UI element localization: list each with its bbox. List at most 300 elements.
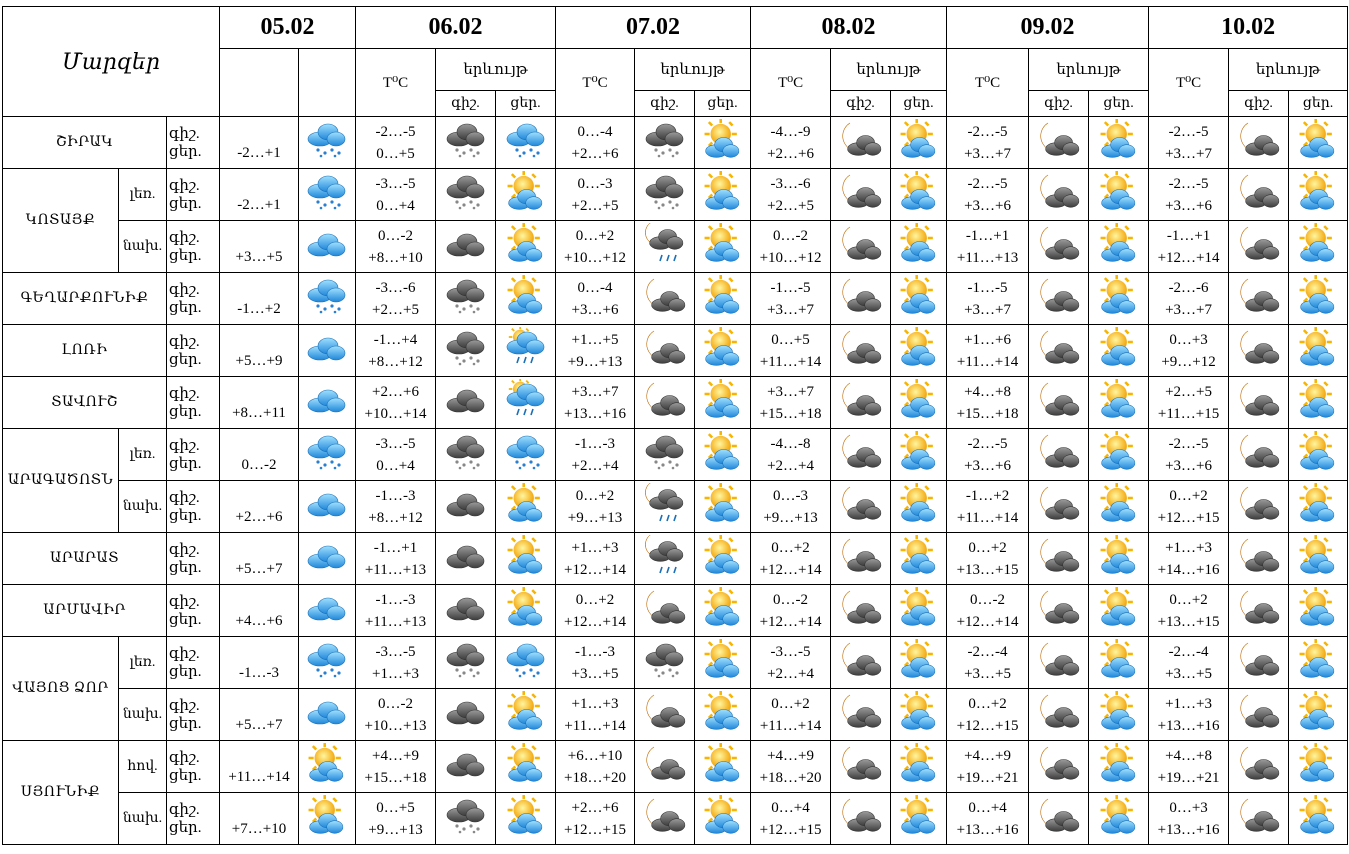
temp-0802 <box>751 585 831 637</box>
weather-header-0602: երևույթ <box>436 49 556 91</box>
day-label: ցեր. <box>169 767 202 784</box>
sun-cloud-icon <box>695 325 751 377</box>
regions-header: Մարզեր <box>3 7 220 117</box>
night-label: գիշ. <box>169 177 200 194</box>
temp-header-1002: T⁰C <box>1149 49 1229 117</box>
cloud-snow-blue-icon <box>496 117 556 169</box>
temp-day: +3…+6 <box>1165 197 1213 214</box>
temp-day: +8…+10 <box>368 249 423 266</box>
region-row <box>3 481 1348 533</box>
temp-night: -3…-6 <box>770 175 811 192</box>
cloud-icon <box>299 533 356 585</box>
temp-day: +18…+20 <box>759 769 822 786</box>
temp-day: +15…+18 <box>956 405 1019 422</box>
sun-cloud-icon <box>695 481 751 533</box>
moon-cloud-icon <box>831 585 891 637</box>
temp-night: 0…-4 <box>577 123 613 140</box>
temp-0602 <box>356 221 436 273</box>
region-row <box>3 533 1348 585</box>
sun-cloud-icon <box>1089 429 1149 481</box>
night-label: գիշ. <box>169 645 200 662</box>
temp-day: +2…+4 <box>571 457 619 474</box>
temp-0802 <box>751 273 831 325</box>
sun-cloud-icon <box>891 325 947 377</box>
temp-0902 <box>947 741 1029 793</box>
sun-cloud-icon <box>1289 741 1348 793</box>
day-header-0802: ցեր. <box>891 91 947 117</box>
temp-1002 <box>1149 793 1229 845</box>
day-label: ցեր. <box>169 143 202 160</box>
temp-day: +3…+6 <box>964 457 1011 474</box>
temp-0502 <box>220 533 299 585</box>
temp-1002 <box>1149 429 1229 481</box>
temp-night: -1…+1 <box>373 539 418 556</box>
temp-0902 <box>947 221 1029 273</box>
cloud-snow-icon <box>436 793 496 845</box>
temp-day: +13…+15 <box>1157 613 1220 630</box>
temp-0502 <box>220 169 299 221</box>
temp-0702 <box>556 481 635 533</box>
cloud-snow-icon <box>436 169 496 221</box>
sun-cloud-icon <box>1089 637 1149 689</box>
cloud-rain-icon <box>496 325 556 377</box>
temp-0502 <box>220 377 299 429</box>
region-row <box>3 377 1348 429</box>
temp-0602 <box>356 117 436 169</box>
sun-cloud-icon <box>695 741 751 793</box>
temp-day: +3…+7 <box>767 301 814 318</box>
temp-value: -2…+1 <box>237 145 281 161</box>
snow-icon <box>496 429 556 481</box>
day-header-0702: ցեր. <box>695 91 751 117</box>
region-row <box>3 169 1348 221</box>
night-label: գիշ. <box>169 437 200 454</box>
temp-night: -1…+2 <box>965 487 1010 504</box>
temp-1002 <box>1149 325 1229 377</box>
temp-night: 0…-3 <box>577 175 613 192</box>
moon-cloud-icon <box>1229 481 1289 533</box>
period-labels <box>167 793 220 845</box>
temp-0502 <box>220 637 299 689</box>
temp-value: +5…+7 <box>235 561 283 577</box>
snow-icon <box>299 637 356 689</box>
moon-cloud-icon <box>1029 169 1089 221</box>
moon-cloud-icon <box>1229 637 1289 689</box>
period-labels <box>167 533 220 585</box>
region-row <box>3 637 1348 689</box>
sun-cloud-icon <box>695 637 751 689</box>
temp-0702 <box>556 689 635 741</box>
temp-day: +2…+5 <box>571 197 619 214</box>
night-header-0602: գիշ. <box>436 91 496 117</box>
terrain-label: լեռ. <box>119 637 167 689</box>
sun-cloud-icon <box>891 481 947 533</box>
night-header-0902: գիշ. <box>1029 91 1089 117</box>
temp-1002 <box>1149 689 1229 741</box>
temp-night: 0…-2 <box>378 227 413 244</box>
temp-day: +3…+6 <box>571 301 619 318</box>
cloud-rain-icon <box>496 377 556 429</box>
period-labels <box>167 637 220 689</box>
temp-night: 0…+3 <box>1169 331 1208 348</box>
temp-day: +9…+13 <box>368 821 423 838</box>
night-label: գիշ. <box>169 385 200 402</box>
temp-value: +2…+6 <box>235 509 283 525</box>
period-labels <box>167 169 220 221</box>
temp-day: +11…+13 <box>364 613 427 630</box>
sun-cloud-icon <box>496 169 556 221</box>
forecast-table <box>2 6 1348 845</box>
day-label: ցեր. <box>169 455 202 472</box>
temp-night: -2…-5 <box>1168 435 1209 452</box>
sun-cloud-icon <box>891 793 947 845</box>
night-header-0702: գիշ. <box>635 91 695 117</box>
sun-cloud-icon <box>496 273 556 325</box>
temp-day: +9…+13 <box>567 353 623 370</box>
night-label: գիշ. <box>169 541 200 558</box>
sun-cloud-icon <box>891 533 947 585</box>
temp-day: +13…+16 <box>1157 717 1220 734</box>
dark-cloud-icon <box>436 585 496 637</box>
snow-icon <box>299 429 356 481</box>
temp-day: +12…+14 <box>956 613 1019 630</box>
moon-cloud-icon <box>831 793 891 845</box>
temp-0902 <box>947 637 1029 689</box>
moon-cloud-icon <box>831 117 891 169</box>
temp-night: 0…+4 <box>771 799 810 816</box>
temp-0902 <box>947 169 1029 221</box>
temp-0902 <box>947 117 1029 169</box>
temp-0802 <box>751 221 831 273</box>
weather-header-1002: երևույթ <box>1229 49 1348 91</box>
moon-rain-icon <box>635 481 695 533</box>
temp-night: +4…+9 <box>964 747 1011 764</box>
sun-cloud-icon <box>1089 585 1149 637</box>
temp-day: +3…+7 <box>1165 145 1213 162</box>
moon-rain-icon <box>635 533 695 585</box>
temp-day: +3…+7 <box>964 301 1011 318</box>
temp-day: +12…+14 <box>759 561 822 578</box>
temp-0702 <box>556 637 635 689</box>
cloud-snow-icon <box>436 325 496 377</box>
temp-value: +8…+11 <box>232 405 286 421</box>
date-header-0702: 07.02 <box>556 7 751 49</box>
temp-0502 <box>220 429 299 481</box>
temp-night: 0…+2 <box>575 227 615 244</box>
temp-day: +2…+5 <box>372 301 419 318</box>
temp-day: +11…+15 <box>1157 405 1220 422</box>
day-header-0902: ցեր. <box>1089 91 1149 117</box>
temp-night: -1…+4 <box>373 331 418 348</box>
period-labels <box>167 117 220 169</box>
temp-night: +4…+9 <box>767 747 814 764</box>
cloud-icon <box>299 325 356 377</box>
temp-day: +11…+13 <box>956 249 1019 266</box>
period-labels <box>167 221 220 273</box>
temp-0702 <box>556 117 635 169</box>
temp-0702 <box>556 429 635 481</box>
day-label: ցեր. <box>169 663 202 680</box>
date-header-0502: 05.02 <box>220 7 356 49</box>
night-header-1002: գիշ. <box>1229 91 1289 117</box>
temp-0602 <box>356 689 436 741</box>
day-label: ցեր. <box>169 507 202 524</box>
sun-cloud-icon <box>695 377 751 429</box>
dark-cloud-icon <box>436 377 496 429</box>
sun-cloud-icon <box>496 585 556 637</box>
temp-day: +19…+21 <box>956 769 1019 786</box>
temp-night: 0…+2 <box>1169 487 1208 504</box>
cloud-icon <box>299 585 356 637</box>
moon-cloud-icon <box>1229 689 1289 741</box>
temp-0702 <box>556 533 635 585</box>
day-label: ցեր. <box>169 299 202 316</box>
sun-cloud-icon <box>1289 481 1348 533</box>
night-label: գիշ. <box>169 801 200 818</box>
temp-0802 <box>751 377 831 429</box>
temp-night: +2…+6 <box>571 799 619 816</box>
sun-cloud-icon <box>891 221 947 273</box>
sun-cloud-icon <box>1289 169 1348 221</box>
temp-0702 <box>556 585 635 637</box>
temp-night: -2…-4 <box>1168 643 1209 660</box>
sun-cloud-icon <box>891 117 947 169</box>
sun-cloud-icon <box>1089 377 1149 429</box>
sun-cloud-icon <box>1289 533 1348 585</box>
moon-cloud-icon <box>831 169 891 221</box>
temp-header-0902: T⁰C <box>947 49 1029 117</box>
sun-cloud-icon <box>1089 481 1149 533</box>
dark-cloud-icon <box>436 533 496 585</box>
dark-cloud-icon <box>436 689 496 741</box>
region-name: ՇԻՐԱԿ <box>3 117 167 169</box>
temp-0802 <box>751 117 831 169</box>
cloud-snow-icon <box>635 429 695 481</box>
moon-cloud-icon <box>1029 481 1089 533</box>
temp-night: -2…-5 <box>1168 123 1209 140</box>
temp-night: 0…-3 <box>773 487 809 504</box>
moon-cloud-icon <box>831 273 891 325</box>
temp-0502 <box>220 273 299 325</box>
sun-cloud-icon <box>891 637 947 689</box>
temp-night: -2…-5 <box>967 435 1008 452</box>
moon-cloud-icon <box>1029 585 1089 637</box>
temp-value: +3…+5 <box>235 249 283 265</box>
temp-night: 0…+3 <box>1169 799 1208 816</box>
temp-0602 <box>356 637 436 689</box>
dark-cloud-icon <box>436 741 496 793</box>
temp-day: +14…+16 <box>1157 561 1220 578</box>
temp-night: -2…-5 <box>375 123 416 140</box>
temp-night: 0…-2 <box>970 591 1006 608</box>
moon-cloud-icon <box>1229 117 1289 169</box>
temp-day: +12…+14 <box>1157 249 1220 266</box>
terrain-label: հով. <box>119 741 167 793</box>
temp-0702 <box>556 741 635 793</box>
temp-night: -1…-5 <box>967 279 1008 296</box>
temp-day: +3…+6 <box>964 197 1011 214</box>
moon-cloud-icon <box>1229 325 1289 377</box>
sun-cloud-icon <box>1089 793 1149 845</box>
period-labels <box>167 429 220 481</box>
temp-day: +18…+20 <box>564 769 626 786</box>
moon-cloud-icon <box>1229 741 1289 793</box>
cloud-icon <box>299 689 356 741</box>
moon-cloud-icon <box>1029 221 1089 273</box>
region-row <box>3 325 1348 377</box>
temp-0602 <box>356 793 436 845</box>
temp-0602 <box>356 273 436 325</box>
moon-cloud-icon <box>1029 117 1089 169</box>
temp-night: -1…-3 <box>575 435 616 452</box>
sun-cloud-icon <box>1089 117 1149 169</box>
temp-day: +19…+21 <box>1157 769 1220 786</box>
temp-night: -1…-5 <box>770 279 811 296</box>
temp-0702 <box>556 169 635 221</box>
temp-day: +3…+5 <box>1165 665 1213 682</box>
moon-cloud-icon <box>1229 793 1289 845</box>
sun-cloud-icon <box>891 273 947 325</box>
moon-cloud-icon <box>635 325 695 377</box>
temp-day: +13…+16 <box>564 405 626 422</box>
terrain-label: լեռ. <box>119 429 167 481</box>
temp-value: +5…+9 <box>235 353 283 369</box>
temp-night: +1…+3 <box>1165 695 1213 712</box>
sun-cloud-icon <box>695 273 751 325</box>
sun-cloud-icon <box>496 741 556 793</box>
terrain-label: նախ. <box>119 481 167 533</box>
temp-night: +1…+5 <box>571 331 619 348</box>
snow-icon <box>299 117 356 169</box>
temp-night: +2…+5 <box>1165 383 1213 400</box>
temp-value: +5…+7 <box>235 717 283 733</box>
period-labels <box>167 481 220 533</box>
temp-0802 <box>751 793 831 845</box>
temp-0902 <box>947 377 1029 429</box>
sun-cloud-icon <box>1089 325 1149 377</box>
region-name: ՍՅՈՒՆԻՔ <box>3 741 119 845</box>
moon-cloud-icon <box>1229 273 1289 325</box>
temp-night: -2…-5 <box>967 175 1008 192</box>
temp-0602 <box>356 325 436 377</box>
temp-night: -4…-9 <box>770 123 811 140</box>
region-row <box>3 689 1348 741</box>
temp-1002 <box>1149 377 1229 429</box>
sun-cloud-icon <box>1289 273 1348 325</box>
sun-cloud-icon <box>1289 689 1348 741</box>
temp-1002 <box>1149 117 1229 169</box>
temp-0902 <box>947 325 1029 377</box>
sun-cloud-icon <box>695 429 751 481</box>
moon-cloud-icon <box>831 689 891 741</box>
temp-0802 <box>751 169 831 221</box>
moon-cloud-icon <box>1229 429 1289 481</box>
temp-day: +2…+5 <box>767 197 814 214</box>
region-row <box>3 741 1348 793</box>
sun-cloud-icon <box>891 689 947 741</box>
temp-value: -1…+2 <box>237 301 281 317</box>
moon-cloud-icon <box>1029 533 1089 585</box>
temp-night: 0…+2 <box>575 591 615 608</box>
moon-cloud-icon <box>1029 637 1089 689</box>
temp-1002 <box>1149 585 1229 637</box>
temp-night: -3…-5 <box>375 435 416 452</box>
sun-cloud-icon <box>496 221 556 273</box>
temp-value: +11…+14 <box>228 769 290 785</box>
date-header-1002: 10.02 <box>1149 7 1348 49</box>
night-header-0802: գիշ. <box>831 91 891 117</box>
temp-1002 <box>1149 637 1229 689</box>
temp-day: +2…+4 <box>767 665 814 682</box>
day-label: ցեր. <box>169 247 202 264</box>
moon-cloud-icon <box>1229 169 1289 221</box>
region-name: ԱՐԱՐԱՏ <box>3 533 167 585</box>
temp-day: +9…+12 <box>1161 353 1216 370</box>
temp-0502 <box>220 325 299 377</box>
region-name: ՎԱՅՈՑ ՁՈՐ <box>3 637 119 741</box>
temp-night: -1…-3 <box>575 643 616 660</box>
temp-night: +4…+8 <box>964 383 1011 400</box>
temp-0502 <box>220 793 299 845</box>
region-name: ԿՈՏԱՅՔ <box>3 169 119 273</box>
cloud-snow-icon <box>436 117 496 169</box>
moon-cloud-icon <box>831 637 891 689</box>
sun-cloud-icon <box>1089 273 1149 325</box>
moon-cloud-icon <box>635 793 695 845</box>
sun-cloud-icon <box>695 689 751 741</box>
date-header-0902: 09.02 <box>947 7 1149 49</box>
moon-cloud-icon <box>635 689 695 741</box>
night-label: գիշ. <box>169 125 200 142</box>
region-row <box>3 273 1348 325</box>
temp-night: -2…-6 <box>1168 279 1209 296</box>
period-labels <box>167 689 220 741</box>
region-name: ՏԱՎՈՒՇ <box>3 377 167 429</box>
temp-night: -2…-5 <box>1168 175 1209 192</box>
temp-0502 <box>220 481 299 533</box>
temp-night: -1…+1 <box>1166 227 1211 244</box>
temp-night: 0…-4 <box>577 279 613 296</box>
cloud-snow-icon <box>436 637 496 689</box>
temp-day: +12…+14 <box>564 561 626 578</box>
period-labels <box>167 585 220 637</box>
temp-value: 0…-2 <box>241 457 277 473</box>
temp-0602 <box>356 533 436 585</box>
temp-0902 <box>947 533 1029 585</box>
sun-cloud-icon <box>496 689 556 741</box>
region-row <box>3 585 1348 637</box>
temp-night: 0…+2 <box>771 695 810 712</box>
temp-1002 <box>1149 481 1229 533</box>
terrain-label: լեռ. <box>119 169 167 221</box>
temp-day: +11…+14 <box>759 353 822 370</box>
period-labels <box>167 325 220 377</box>
moon-cloud-icon <box>1029 273 1089 325</box>
period-labels <box>167 741 220 793</box>
region-row <box>3 429 1348 481</box>
temp-night: +2…+6 <box>372 383 419 400</box>
moon-cloud-icon <box>831 481 891 533</box>
terrain-label: նախ. <box>119 221 167 273</box>
day-label: ցեր. <box>169 611 202 628</box>
temp-0702 <box>556 377 635 429</box>
temp-night: +1…+3 <box>571 695 619 712</box>
period-labels <box>167 273 220 325</box>
moon-cloud-icon <box>1229 221 1289 273</box>
temp-day: +11…+14 <box>956 353 1019 370</box>
temp-value: +4…+6 <box>235 613 283 629</box>
temp-0802 <box>751 637 831 689</box>
